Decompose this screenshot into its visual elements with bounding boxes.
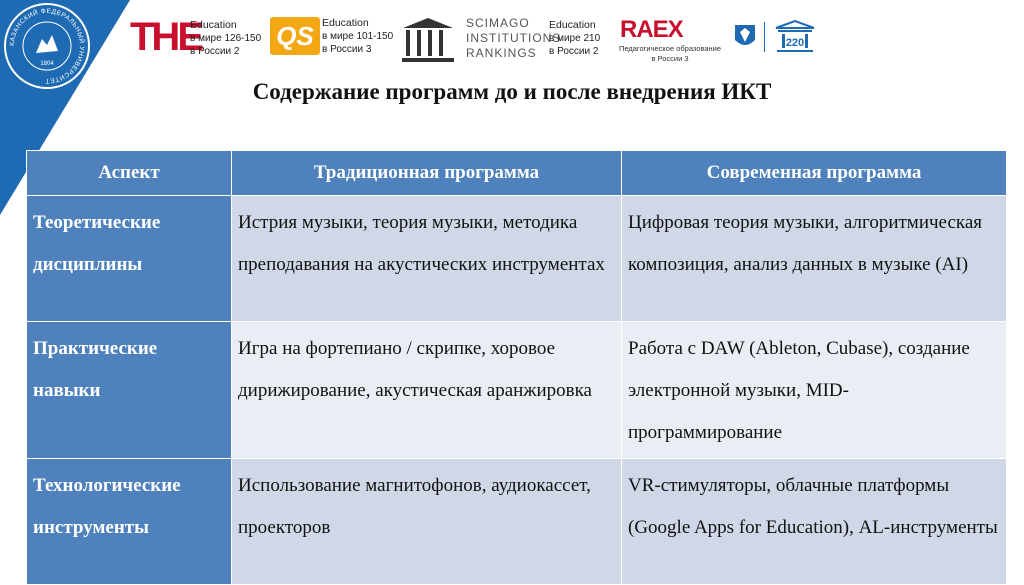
row-traditional: Истрия музыки, теория музыки, методика преподавания на акустических инструментах [232, 196, 622, 322]
table-header-row [27, 151, 1007, 196]
seal-year: 1804 [40, 61, 54, 67]
comparison-table [26, 150, 1007, 585]
table-row [27, 196, 1007, 322]
row-modern: VR-стимуляторы, облачные платформы (Google Apps for Education), AL-инструменты [622, 459, 1007, 585]
scimago-wordmark: SCIMAGO INSTITUTIONS RANKINGS [466, 16, 562, 60]
logo-divider [764, 22, 765, 52]
raex-ranking-text: Педагогическое образование в России 3 [618, 44, 722, 63]
raex-ranking-logo: RAEX [620, 16, 683, 43]
row-aspect: Теоретические дисциплины [27, 196, 232, 322]
university-emblem-icon [732, 22, 758, 52]
header-traditional: Традиционная программа [232, 151, 622, 196]
row-traditional: Игра на фортепиано / скрипке, хоровое дирижирование, акустическая аранжировка [232, 322, 622, 459]
row-modern: Цифровая теория музыки, алгоритмическая композиция, анализ данных в музыке (AI) [622, 196, 1007, 322]
slide-title: Содержание программ до и после внедрения ИКТ [252, 79, 772, 104]
the-ranking-logo: THE [130, 15, 201, 59]
the-ranking-text: Education в мире 126-150 в России 2 [190, 19, 262, 57]
row-aspect: Технологические инструменты [27, 459, 232, 585]
qs-ranking-logo: QS [270, 17, 320, 55]
header-modern: Современная программа [622, 151, 1007, 196]
svg-text:220: 220 [785, 37, 805, 49]
row-modern: Работа с DAW (Ableton, Cubase), создание электронной музыки, MID-программирование [622, 322, 1007, 459]
row-aspect: Практические навыки [27, 322, 232, 459]
table-row [27, 322, 1007, 459]
seal-ring-text: КАЗАНСКИЙ ФЕДЕРАЛЬНЫЙ УНИВЕРСИТЕТ [8, 7, 86, 85]
row-traditional: Использование магнитофонов, аудиокассет, проекторов [232, 459, 622, 585]
scimago-building-icon [398, 16, 458, 64]
table-row [27, 459, 1007, 585]
anniversary-columns-icon [774, 20, 816, 54]
qs-ranking-text: Education в мире 101-150 в России 3 [322, 17, 394, 55]
rankings-strip [0, 0, 1024, 80]
scimago-ranking-text: Education в мире 210 в России 2 [549, 19, 601, 57]
header-aspect: Аспект [27, 151, 232, 196]
